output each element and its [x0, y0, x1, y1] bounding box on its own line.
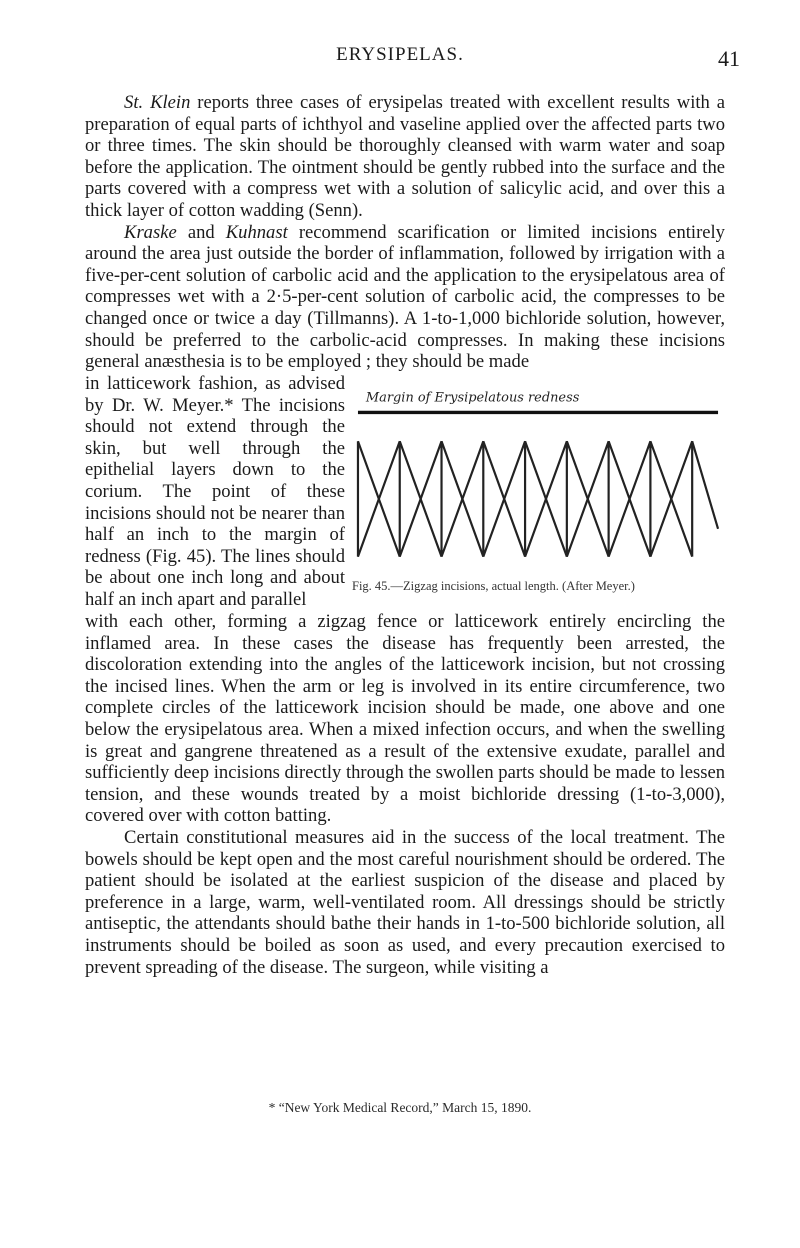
page-number: 41: [718, 46, 740, 71]
lattice-diagonals: [358, 441, 718, 556]
paragraph-text: reports three cases of erysipelas treated with excellent results with a preparation of equal parts of ichthyol and vaseline applied over the affected parts two or three times. The skin should be thoroughly cleansed with warm water and soap before the application. The ointment should be gently rubbed into the surface and the parts covered with a compress wet with a solution of salicylic acid, and over this a thick layer of cotton wadding (Senn).: [85, 92, 725, 221]
paragraph-text: recommend scarification or limited incisions entirely around the area just outside the border of inflammation, followed by irrigation with a five-per-cent solution of carbolic acid and the application to the erysipelatous area of compresses wet with a 2·5-per-cent solution of carbolic acid, the compresses to be changed once or twice a day (Tillmanns). A 1-to-1,000 bichloride solution, however, should be preferred to the carbolic-acid compresses. In making these incisions general anæsthesia is to be employed ; they should be made: [85, 221, 725, 373]
paragraph-text: in latticework fashion, as advised by Dr. W. Meyer.* The incisions should not extend through the skin, but well through the epithelial layers down to the corium. The point of these incisions should not be nearer than half an inch to the margin of redness (Fig. 45). The lines should be about one inch long and about half an inch apart and parallel: [85, 373, 345, 610]
footnote: * “New York Medical Record,” March 15, 1890.: [268, 1100, 532, 1115]
author-name: Kraske: [124, 221, 177, 243]
paragraph-kraske: [85, 222, 725, 373]
figure-handwritten-label: Margin of Erysipelatous redness: [365, 390, 580, 406]
paragraph-text: with each other, forming a zigzag fence or latticework entirely encircling the inflamed area. In these cases the disease has frequently been arrested, the discoloration extending into the angles of the latticework incision, but not crossing the incised lines. When the arm or leg is involved in its entire circumference, two complete circles of the latticework incision should be made, one above and one below the erysipelatous area. When a mixed infection occurs, and when the swelling is great and gangrene threatened as a result of the extensive exudate, parallel and sufficiently deep incisions directly through the swollen parts should be made to lessen tension, and these wounds treated by a moist bichloride dressing (1-to-3,000), covered over with cotton batting.: [85, 611, 725, 827]
zigzag-incision-figure: [352, 379, 726, 609]
body-text-bottom: [85, 611, 725, 978]
paragraph-klein: [85, 92, 725, 222]
body-text-top: [85, 92, 725, 373]
running-head: ERYSIPELAS.: [336, 44, 464, 65]
conjunction: and: [176, 221, 226, 243]
author-name: Kuhnast: [225, 221, 288, 243]
paragraph-constitutional: Certain constitutional measures aid in the success of the local treatment. The bowels should be kept open and the most careful nourishment should be ordered. The patient should be isolated at the earliest suspicion of the disease and placed by preference in a large, warm, well-ventilated room. All dressings should be strictly antiseptic, the attendants should bathe their hands in 1-to-500 bichloride solution, all instruments should be boiled as soon as used, and every precaution exercised to prevent spreading of the disease. The surgeon, while visiting a: [85, 826, 725, 978]
body-text-wrap: [85, 373, 345, 611]
zigzag-incision-lines: [358, 441, 692, 556]
author-name: St. Klein: [124, 92, 191, 113]
figure-caption: Fig. 45.—Zigzag incisions, actual length. (After Meyer.): [352, 579, 635, 593]
